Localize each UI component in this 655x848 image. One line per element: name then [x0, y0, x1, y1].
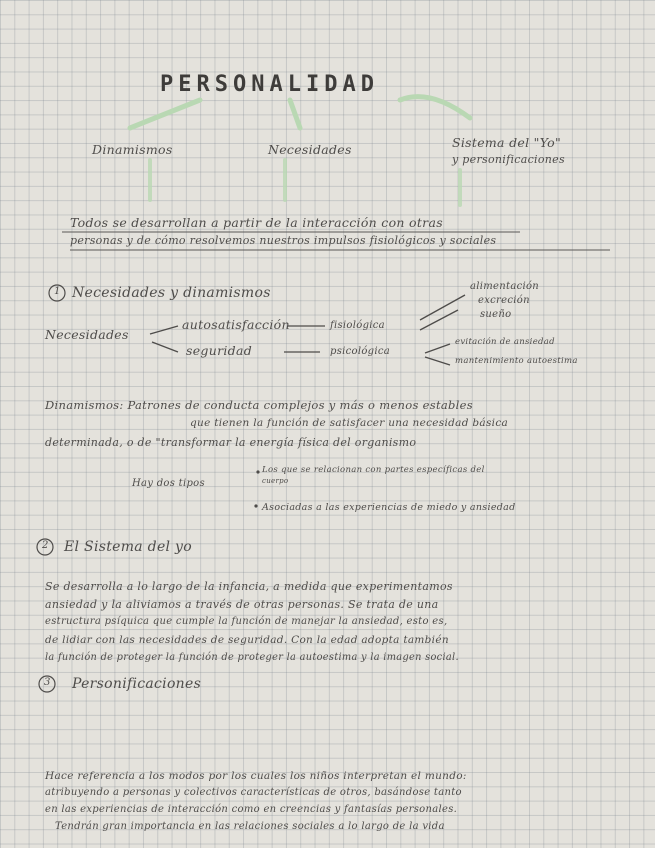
section2-line5: la función de proteger la función de proteger la autoestima y la imagen social.: [45, 652, 459, 663]
section1-branch-seguridad: seguridad: [186, 343, 252, 358]
tipo2: Asociadas a las experiencias de miedo y ansiedad: [262, 502, 516, 513]
psi-item-evitacion: evitación de ansiedad: [455, 337, 555, 347]
section3-line3: en las experiencias de interacción como en creencias y fantasías personales.: [45, 804, 458, 815]
fis-item-sueno: sueño: [480, 309, 512, 320]
branch-sistema-line1: Sistema del "Yo": [452, 135, 562, 150]
dinamismos-line2: que tienen la función de satisfacer una necesidad básica: [190, 417, 509, 429]
tipos-bullets: [254, 470, 259, 507]
dinamismos-line3: determinada, o de "transformar la energía física del organismo: [45, 436, 417, 449]
section2-line4: de lidiar con las necesidades de seguridad. Con la edad adopta también: [45, 634, 449, 646]
section2-number: 2: [42, 540, 49, 551]
page-title: PERSONALIDAD: [160, 72, 379, 97]
branch-dinamismos: Dinamismos: [92, 142, 173, 157]
section2-line1: Se desarrolla a lo largo de la infancia, a medida que experimentamos: [45, 580, 453, 593]
intro-line2: personas y de cómo resolvemos nuestros impulsos fisiológicos y sociales: [70, 234, 497, 247]
section3-line4: Tendrán gran importancia en las relaciones sociales a lo largo de la vida: [55, 821, 445, 832]
tipo1-line2: cuerpo: [262, 477, 289, 485]
fis-item-alimentacion: alimentación: [470, 281, 540, 292]
branch-sistema-line2: y personificaciones: [452, 153, 565, 166]
psi-item-autoestima: mantenimiento autoestima: [455, 356, 578, 366]
section2-line3: estructura psíquica que cumple la función de manejar la ansiedad, esto es,: [45, 616, 448, 627]
dinamismos-line1: Dinamismos: Patrones de conducta complejos y más o menos estables: [45, 398, 473, 412]
section3-line2: atribuyendo a personas y colectivos características de otros, basándose tanto: [45, 787, 462, 798]
section2-heading: El Sistema del yo: [64, 539, 192, 555]
section1-number: 1: [54, 286, 61, 297]
section1-fisiologica: fisiológica: [330, 320, 385, 331]
section1-branch-autosatisfaccion: autosatisfacción: [182, 317, 290, 332]
section2-line2: ansiedad y la aliviamos a través de otras personas. Se trata de una: [45, 598, 439, 611]
tipo1-line1: Los que se relacionan con partes específicas del: [262, 465, 485, 475]
section1-heading: Necesidades y dinamismos: [72, 285, 271, 301]
title-branches: [130, 97, 470, 128]
section3-number: 3: [44, 677, 51, 688]
section1-psicologica: psicológica: [330, 346, 391, 357]
section3-line1: Hace referencia a los modos por los cuales los niños interpretan el mundo:: [45, 770, 467, 782]
number-circles: [37, 285, 65, 692]
branch-necesidades: Necesidades: [268, 142, 352, 157]
intro-line1: Todos se desarrollan a partir de la interacción con otras: [70, 215, 443, 230]
branch-highlights: [150, 160, 460, 205]
tipos-label: Hay dos tipos: [132, 478, 205, 489]
section3-heading: Personificaciones: [72, 676, 202, 692]
fis-item-excrecion: excreción: [478, 295, 530, 306]
section1-root: Necesidades: [45, 327, 129, 342]
